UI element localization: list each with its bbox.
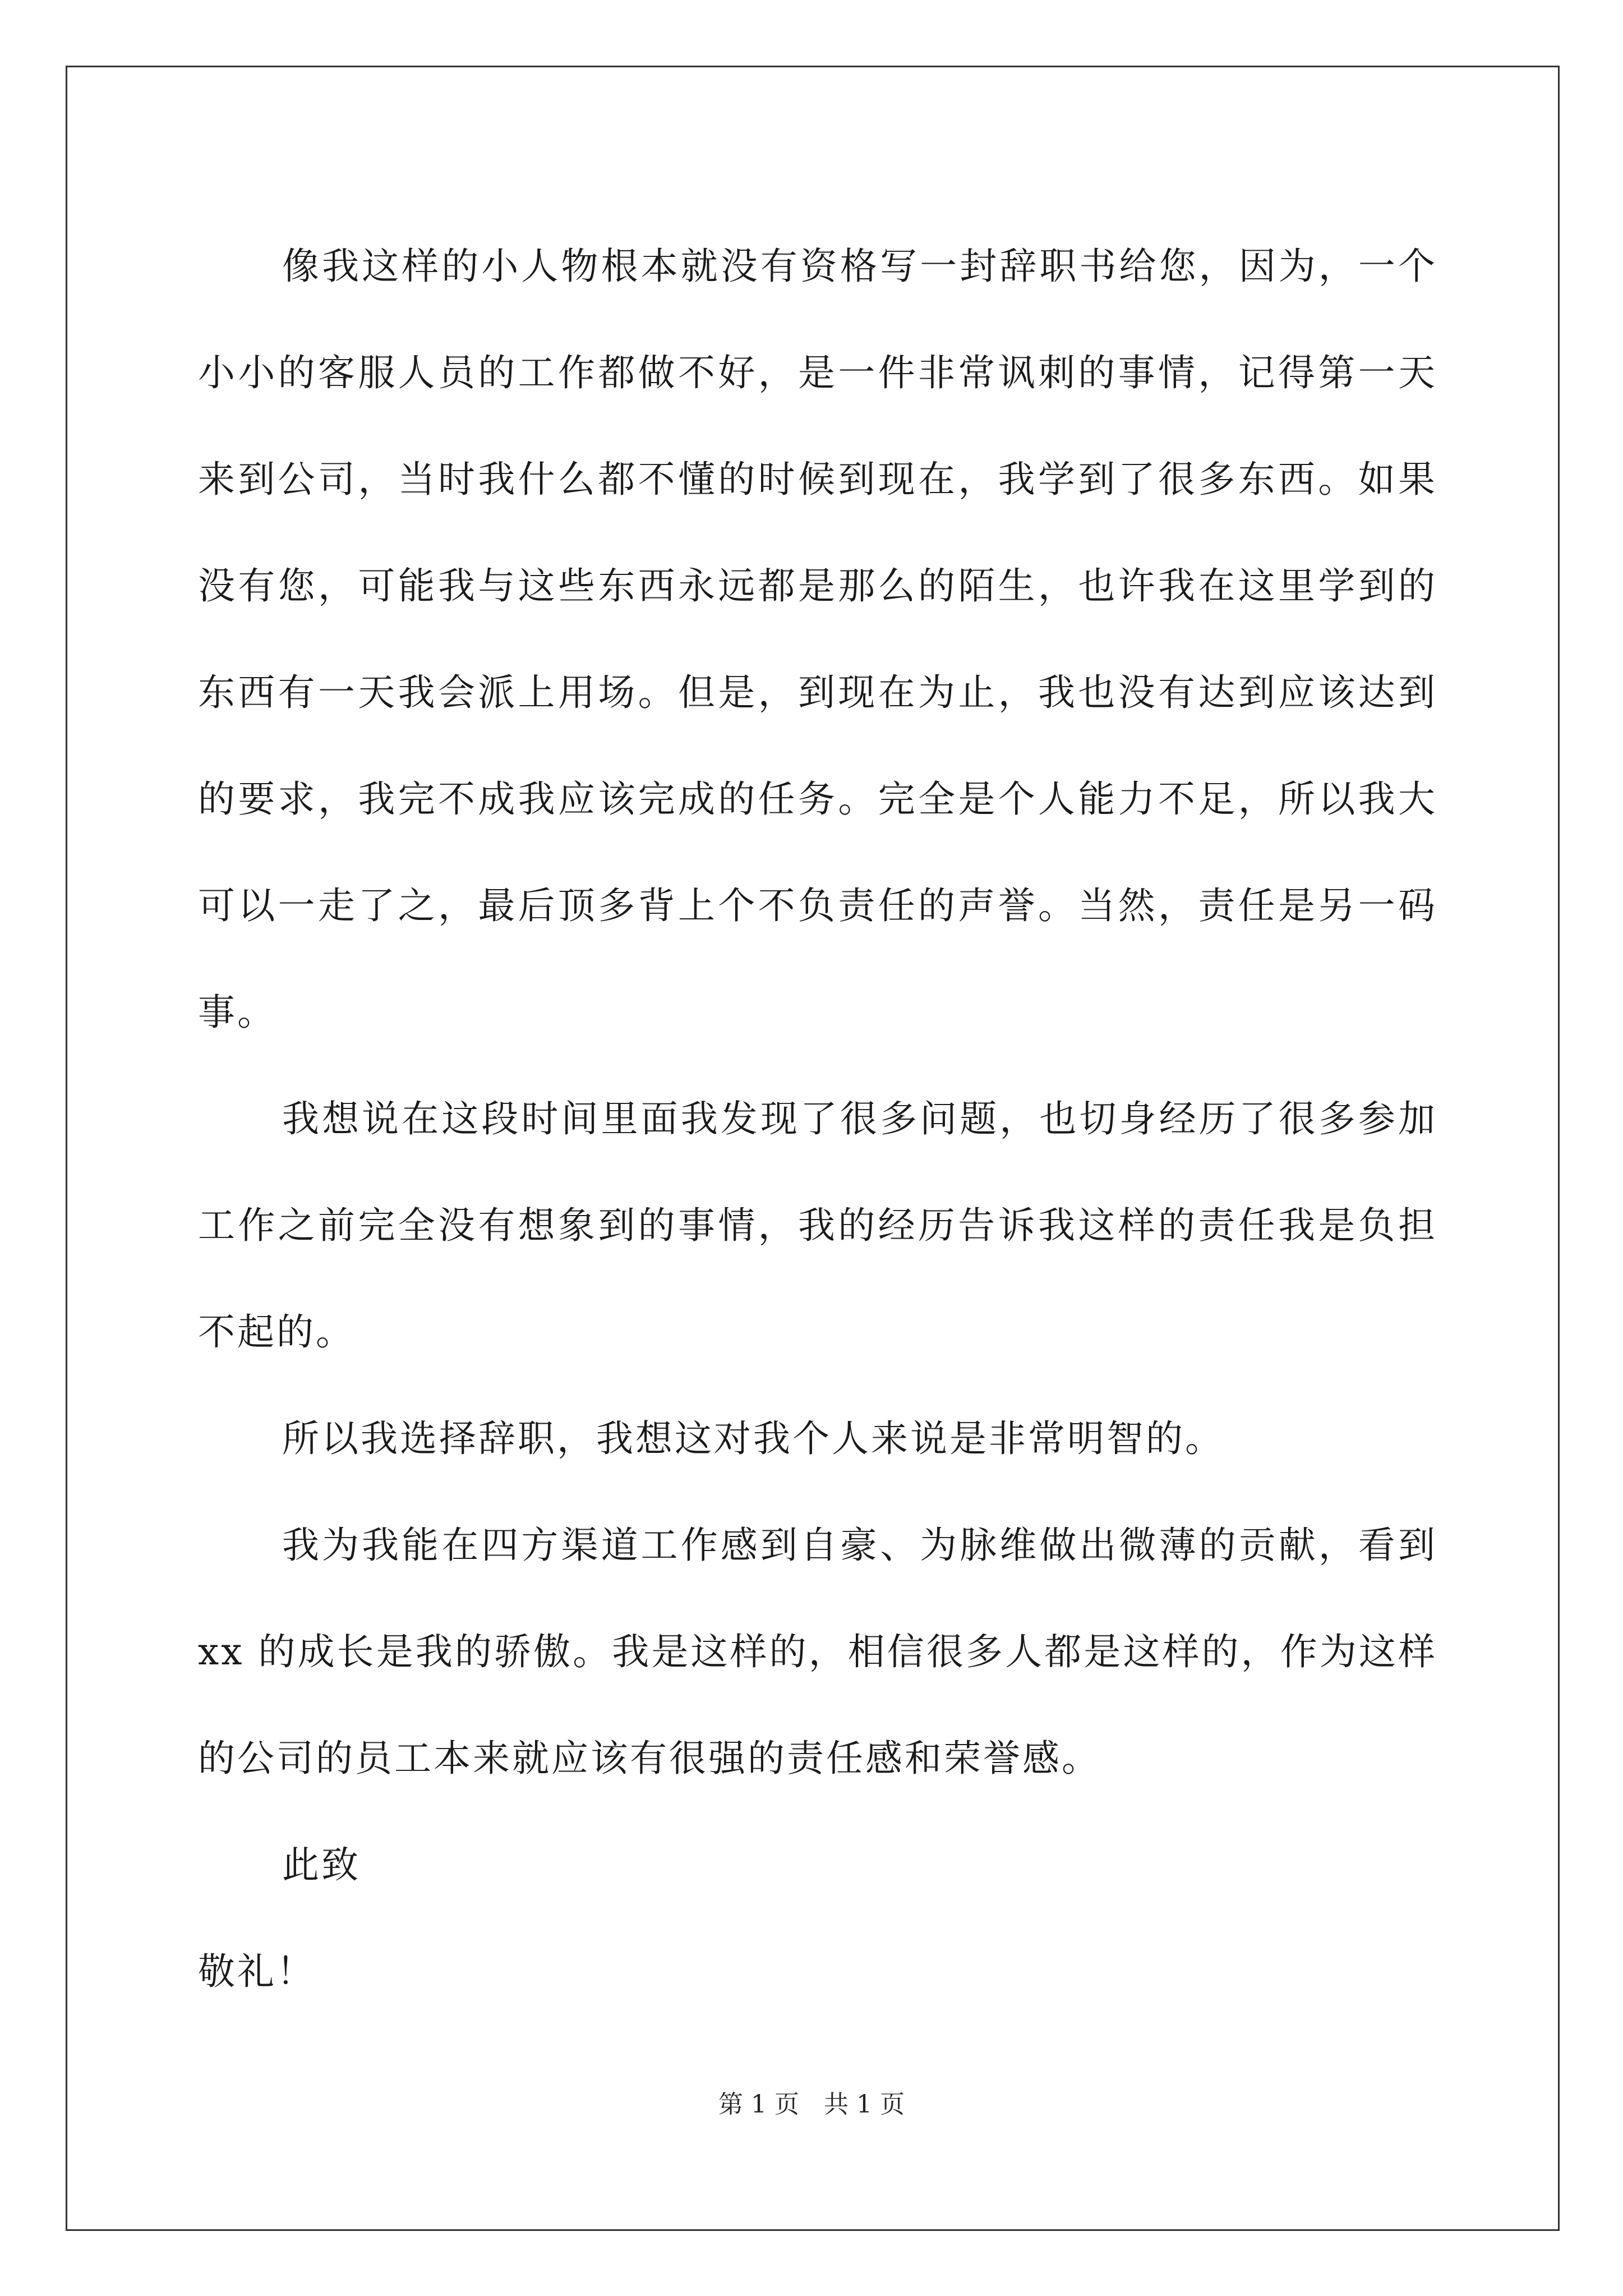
paragraph-4: 我为我能在四方渠道工作感到自豪、为脉维做出微薄的贡献，看到 xx 的成长是我的骄傲。我是这样的，相信很多人都是这样的，作为这样的公司的员工本来就应该有很强的责任感和荣誉感。 <box>198 1524 1437 1780</box>
paragraph-3: 所以我选择辞职，我想这对我个人来说是非常明智的。 <box>282 1417 1224 1460</box>
salutation-cizhi: 此致 <box>282 1843 361 1887</box>
closing-jingli: 敬礼！ <box>198 1950 316 1993</box>
paragraph-2: 我想说在这段时间里面我发现了很多问题，也切身经历了很多参加工作之前完全没有想象到的事情，我的经历告诉我这样的责任我是负担不起的。 <box>198 1097 1437 1354</box>
paragraph-1: 像我这样的小人物根本就没有资格写一封辞职书给您，因为，一个小小的客服人员的工作都做不好，是一件非常讽刺的事情，记得第一天来到公司，当时我什么都不懂的时候到现在，我学到了很多东西。如果没有您，可能我与这些东西永远都是那么的陌生，也许我在这里学到的东西有一天我会派上用场。但是，到现在为止，我也没有达到应该达到的要求，我完不成我应该完成的任务。完全是个人能力不足，所以我大可以一走了之，最后顶多背上个不负责任的声誉。当然，责任是另一码事。 <box>198 245 1437 1034</box>
page-footer: 第 1 页 共 1 页 <box>718 2090 905 2119</box>
letter-body <box>198 213 1437 2025</box>
